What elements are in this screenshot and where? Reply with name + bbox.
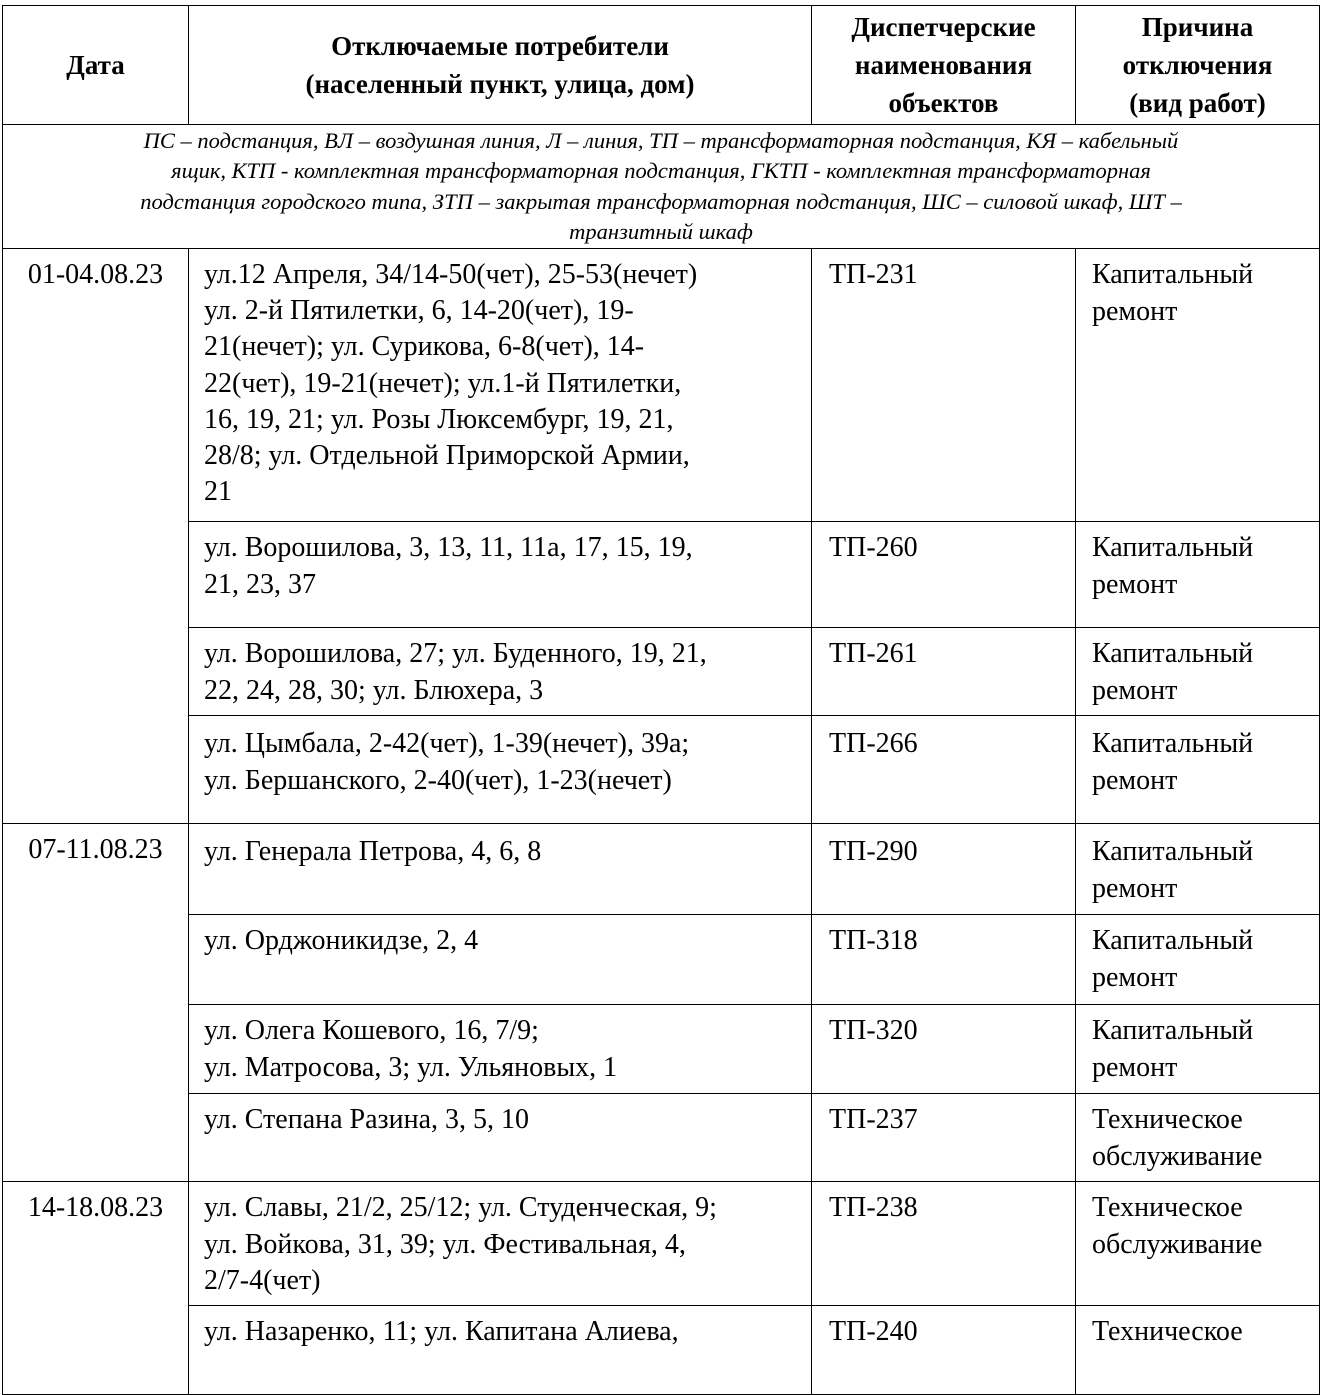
abbreviations-legend: ПС – подстанция, ВЛ – воздушная линия, Л – линия, ТП – трансформаторная подстанция, КЯ – кабельный ящик, КТП - комплектная трансформаторная подстанция, ГКТП - комплектная трансформаторная подстанция городского типа, ЗТП – закрытая трансформаторная подстанция, ШС – силовой шкаф, ШТ – транзитный шкаф bbox=[3, 125, 1320, 249]
header-date: Дата bbox=[3, 6, 189, 125]
object-cell: ТП-261 bbox=[812, 628, 1076, 716]
object-cell: ТП-231 bbox=[812, 249, 1076, 522]
reason-cell: Техническое bbox=[1076, 1306, 1320, 1395]
consumers-cell: ул. Назаренко, 11; ул. Капитана Алиева, bbox=[189, 1306, 812, 1395]
date-cell: 14-18.08.23 bbox=[3, 1182, 189, 1395]
header-objects: Диспетчерские наименования объектов bbox=[812, 6, 1076, 125]
outage-schedule-table bbox=[2, 5, 1320, 1395]
object-cell: ТП-260 bbox=[812, 522, 1076, 628]
consumers-cell: ул. Орджоникидзе, 2, 4 bbox=[189, 915, 812, 1005]
consumers-cell: ул. Цымбала, 2-42(чет), 1-39(нечет), 39а; ул. Бершанского, 2-40(чет), 1-23(нечет) bbox=[189, 716, 812, 824]
reason-cell: Капитальный ремонт bbox=[1076, 522, 1320, 628]
table-row bbox=[3, 628, 1320, 716]
table-row bbox=[3, 1005, 1320, 1094]
reason-cell: Техническое обслуживание bbox=[1076, 1094, 1320, 1182]
reason-cell: Капитальный ремонт bbox=[1076, 915, 1320, 1005]
header-reason: Причина отключения (вид работ) bbox=[1076, 6, 1320, 125]
reason-cell: Капитальный ремонт bbox=[1076, 628, 1320, 716]
table-row bbox=[3, 1094, 1320, 1182]
reason-cell: Капитальный ремонт bbox=[1076, 824, 1320, 915]
table-row bbox=[3, 824, 1320, 915]
header-consumers: Отключаемые потребители (населенный пункт, улица, дом) bbox=[189, 6, 812, 125]
object-cell: ТП-290 bbox=[812, 824, 1076, 915]
date-cell: 07-11.08.23 bbox=[3, 824, 189, 1182]
object-cell: ТП-238 bbox=[812, 1182, 1076, 1306]
table-row bbox=[3, 716, 1320, 824]
consumers-cell: ул. Степана Разина, 3, 5, 10 bbox=[189, 1094, 812, 1182]
table-row bbox=[3, 915, 1320, 1005]
reason-cell: Техническое обслуживание bbox=[1076, 1182, 1320, 1306]
legend-row bbox=[3, 125, 1320, 249]
reason-cell: Капитальный ремонт bbox=[1076, 1005, 1320, 1094]
consumers-cell: ул.12 Апреля, 34/14-50(чет), 25-53(нечет) ул. 2-й Пятилетки, 6, 14-20(чет), 19- 21(нечет); ул. Сурикова, 6-8(чет), 14- 22(чет), 19-21(нечет); ул.1-й Пятилетки, 16, 19, 21; ул. Розы Люксембург, 19, 21, 28/8; ул. Отдельной Приморской Армии, 21 bbox=[189, 249, 812, 522]
object-cell: ТП-320 bbox=[812, 1005, 1076, 1094]
consumers-cell: ул. Ворошилова, 3, 13, 11, 11а, 17, 15, 19, 21, 23, 37 bbox=[189, 522, 812, 628]
reason-cell: Капитальный ремонт bbox=[1076, 249, 1320, 522]
object-cell: ТП-318 bbox=[812, 915, 1076, 1005]
table-row bbox=[3, 249, 1320, 522]
reason-cell: Капитальный ремонт bbox=[1076, 716, 1320, 824]
table-row bbox=[3, 1306, 1320, 1395]
header-row bbox=[3, 6, 1320, 125]
date-cell: 01-04.08.23 bbox=[3, 249, 189, 824]
table-row bbox=[3, 1182, 1320, 1306]
consumers-cell: ул. Генерала Петрова, 4, 6, 8 bbox=[189, 824, 812, 915]
consumers-cell: ул. Славы, 21/2, 25/12; ул. Студенческая, 9; ул. Войкова, 31, 39; ул. Фестивальная, 4, 2/7-4(чет) bbox=[189, 1182, 812, 1306]
table-row bbox=[3, 522, 1320, 628]
consumers-cell: ул. Ворошилова, 27; ул. Буденного, 19, 21, 22, 24, 28, 30; ул. Блюхера, 3 bbox=[189, 628, 812, 716]
consumers-cell: ул. Олега Кошевого, 16, 7/9; ул. Матросова, 3; ул. Ульяновых, 1 bbox=[189, 1005, 812, 1094]
object-cell: ТП-266 bbox=[812, 716, 1076, 824]
object-cell: ТП-240 bbox=[812, 1306, 1076, 1395]
object-cell: ТП-237 bbox=[812, 1094, 1076, 1182]
